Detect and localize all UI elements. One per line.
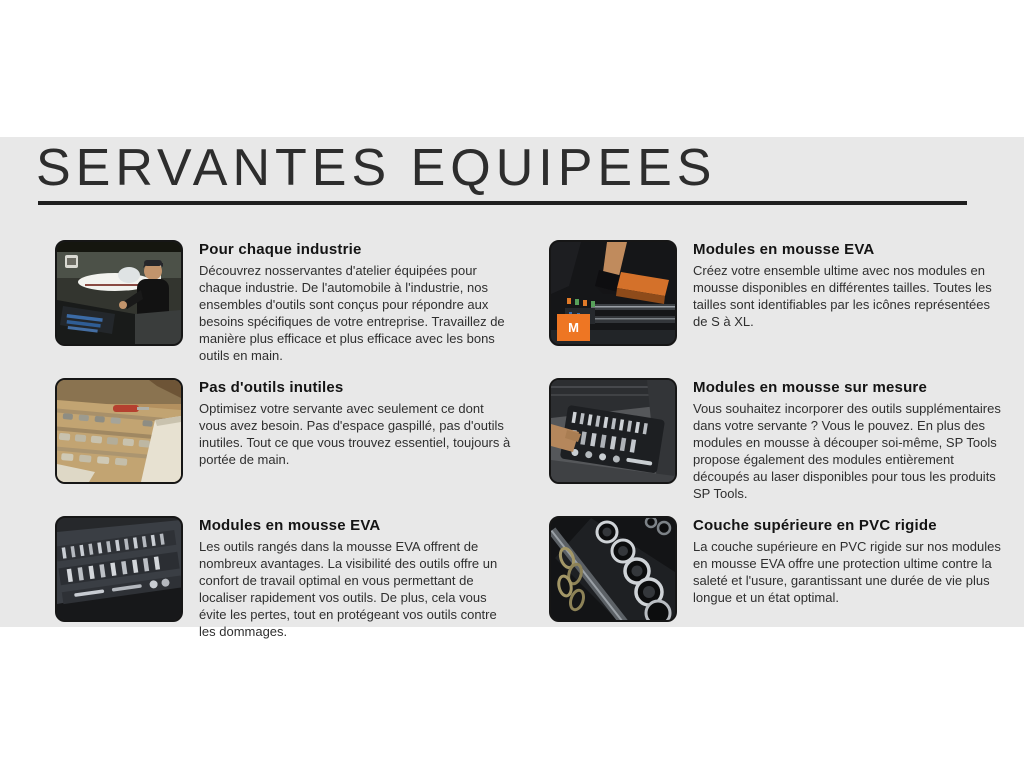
feature-heading: Pour chaque industrie [199,241,362,258]
feature-body: Découvrez nosservantes d'atelier équipées pour chaque industrie. De l'automobile à l'industrie, nos ensembles d'outils sont conçus pour répondre aux besoins spécifiques de votre entreprise. Travaillez de manière plus efficace et plus efficace avec les bons outils en main. [199,263,505,363]
size-m-badge: M [557,314,590,341]
feature-card-mousse-eva-rangement [55,516,511,640]
feature-card-pvc-rigide [549,516,1005,640]
feature-body: La couche supérieure en PVC rigide sur nos modules en mousse EVA offre une protection ultime contre la saleté et l'usure, garantissant une durée de vie plus longue et un état optimal. [693,539,1001,605]
feature-copy [199,240,511,364]
servantes-section [0,137,1024,639]
hand-holding-foam-module-illustration [551,380,675,482]
feature-card-mousse-eva-tailles [549,240,1005,364]
gloved-hand-drawer-photo [549,240,677,346]
feature-body: Créez votre ensemble ultime avec nos modules en mousse disponibles en différentes tailles. Toutes les tailles sont identifiables par les icônes représentées de S à XL. [693,263,992,329]
feature-heading: Modules en mousse EVA [199,517,381,534]
chrome-sockets-closeup-illustration [551,518,675,620]
foam-drawer-tools-illustration [57,518,181,620]
feature-heading: Modules en mousse sur mesure [693,379,928,396]
feature-heading: Modules en mousse EVA [693,241,875,258]
feature-body: Optimisez votre servante avec seulement ce dont vous avez besoin. Pas d'espace gaspillé, pas d'outils inutiles. Tout ce que vous trouvez essentiel, toujours à portée de main. [199,401,511,467]
workshop-airplane-illustration [57,242,181,344]
title-underline [38,201,967,205]
foam-drawer-tools-photo [55,516,183,622]
feature-heading: Couche supérieure en PVC rigide [693,517,937,534]
wooden-bench-tools-illustration [57,380,181,482]
feature-card-industrie [55,240,511,364]
feature-heading: Pas d'outils inutiles [199,379,344,396]
page-title: SERVANTES EQUIPEES [36,139,717,197]
feature-body: Vous souhaitez incorporer des outils supplémentaires dans votre servante ? Vous le pouvez. En plus des modules en mousse à découper soi-même, SP Tools propose également des modules entièrement découpés au laser disponibles pour tous les produits SP Tools. [693,401,1001,501]
feature-copy [199,378,511,468]
feature-body: Les outils rangés dans la mousse EVA offrent de nombreux avantages. La visibilité des outils offre un confort de travail optimal en vous permettant de localiser rapidement vos outils. De plus, cela vous évite les pertes, tout en protégeant vos outils contre les dommages. [199,539,498,639]
feature-copy [199,516,511,640]
feature-copy [693,516,1005,606]
feature-copy [693,378,1005,502]
features-grid [55,240,1005,640]
hand-holding-foam-module-photo [549,378,677,484]
workshop-airplane-photo [55,240,183,346]
chrome-sockets-closeup-photo [549,516,677,622]
feature-copy [693,240,1005,330]
feature-card-outils-inutiles [55,378,511,502]
feature-card-mousse-sur-mesure [549,378,1005,502]
wooden-bench-tools-photo [55,378,183,484]
